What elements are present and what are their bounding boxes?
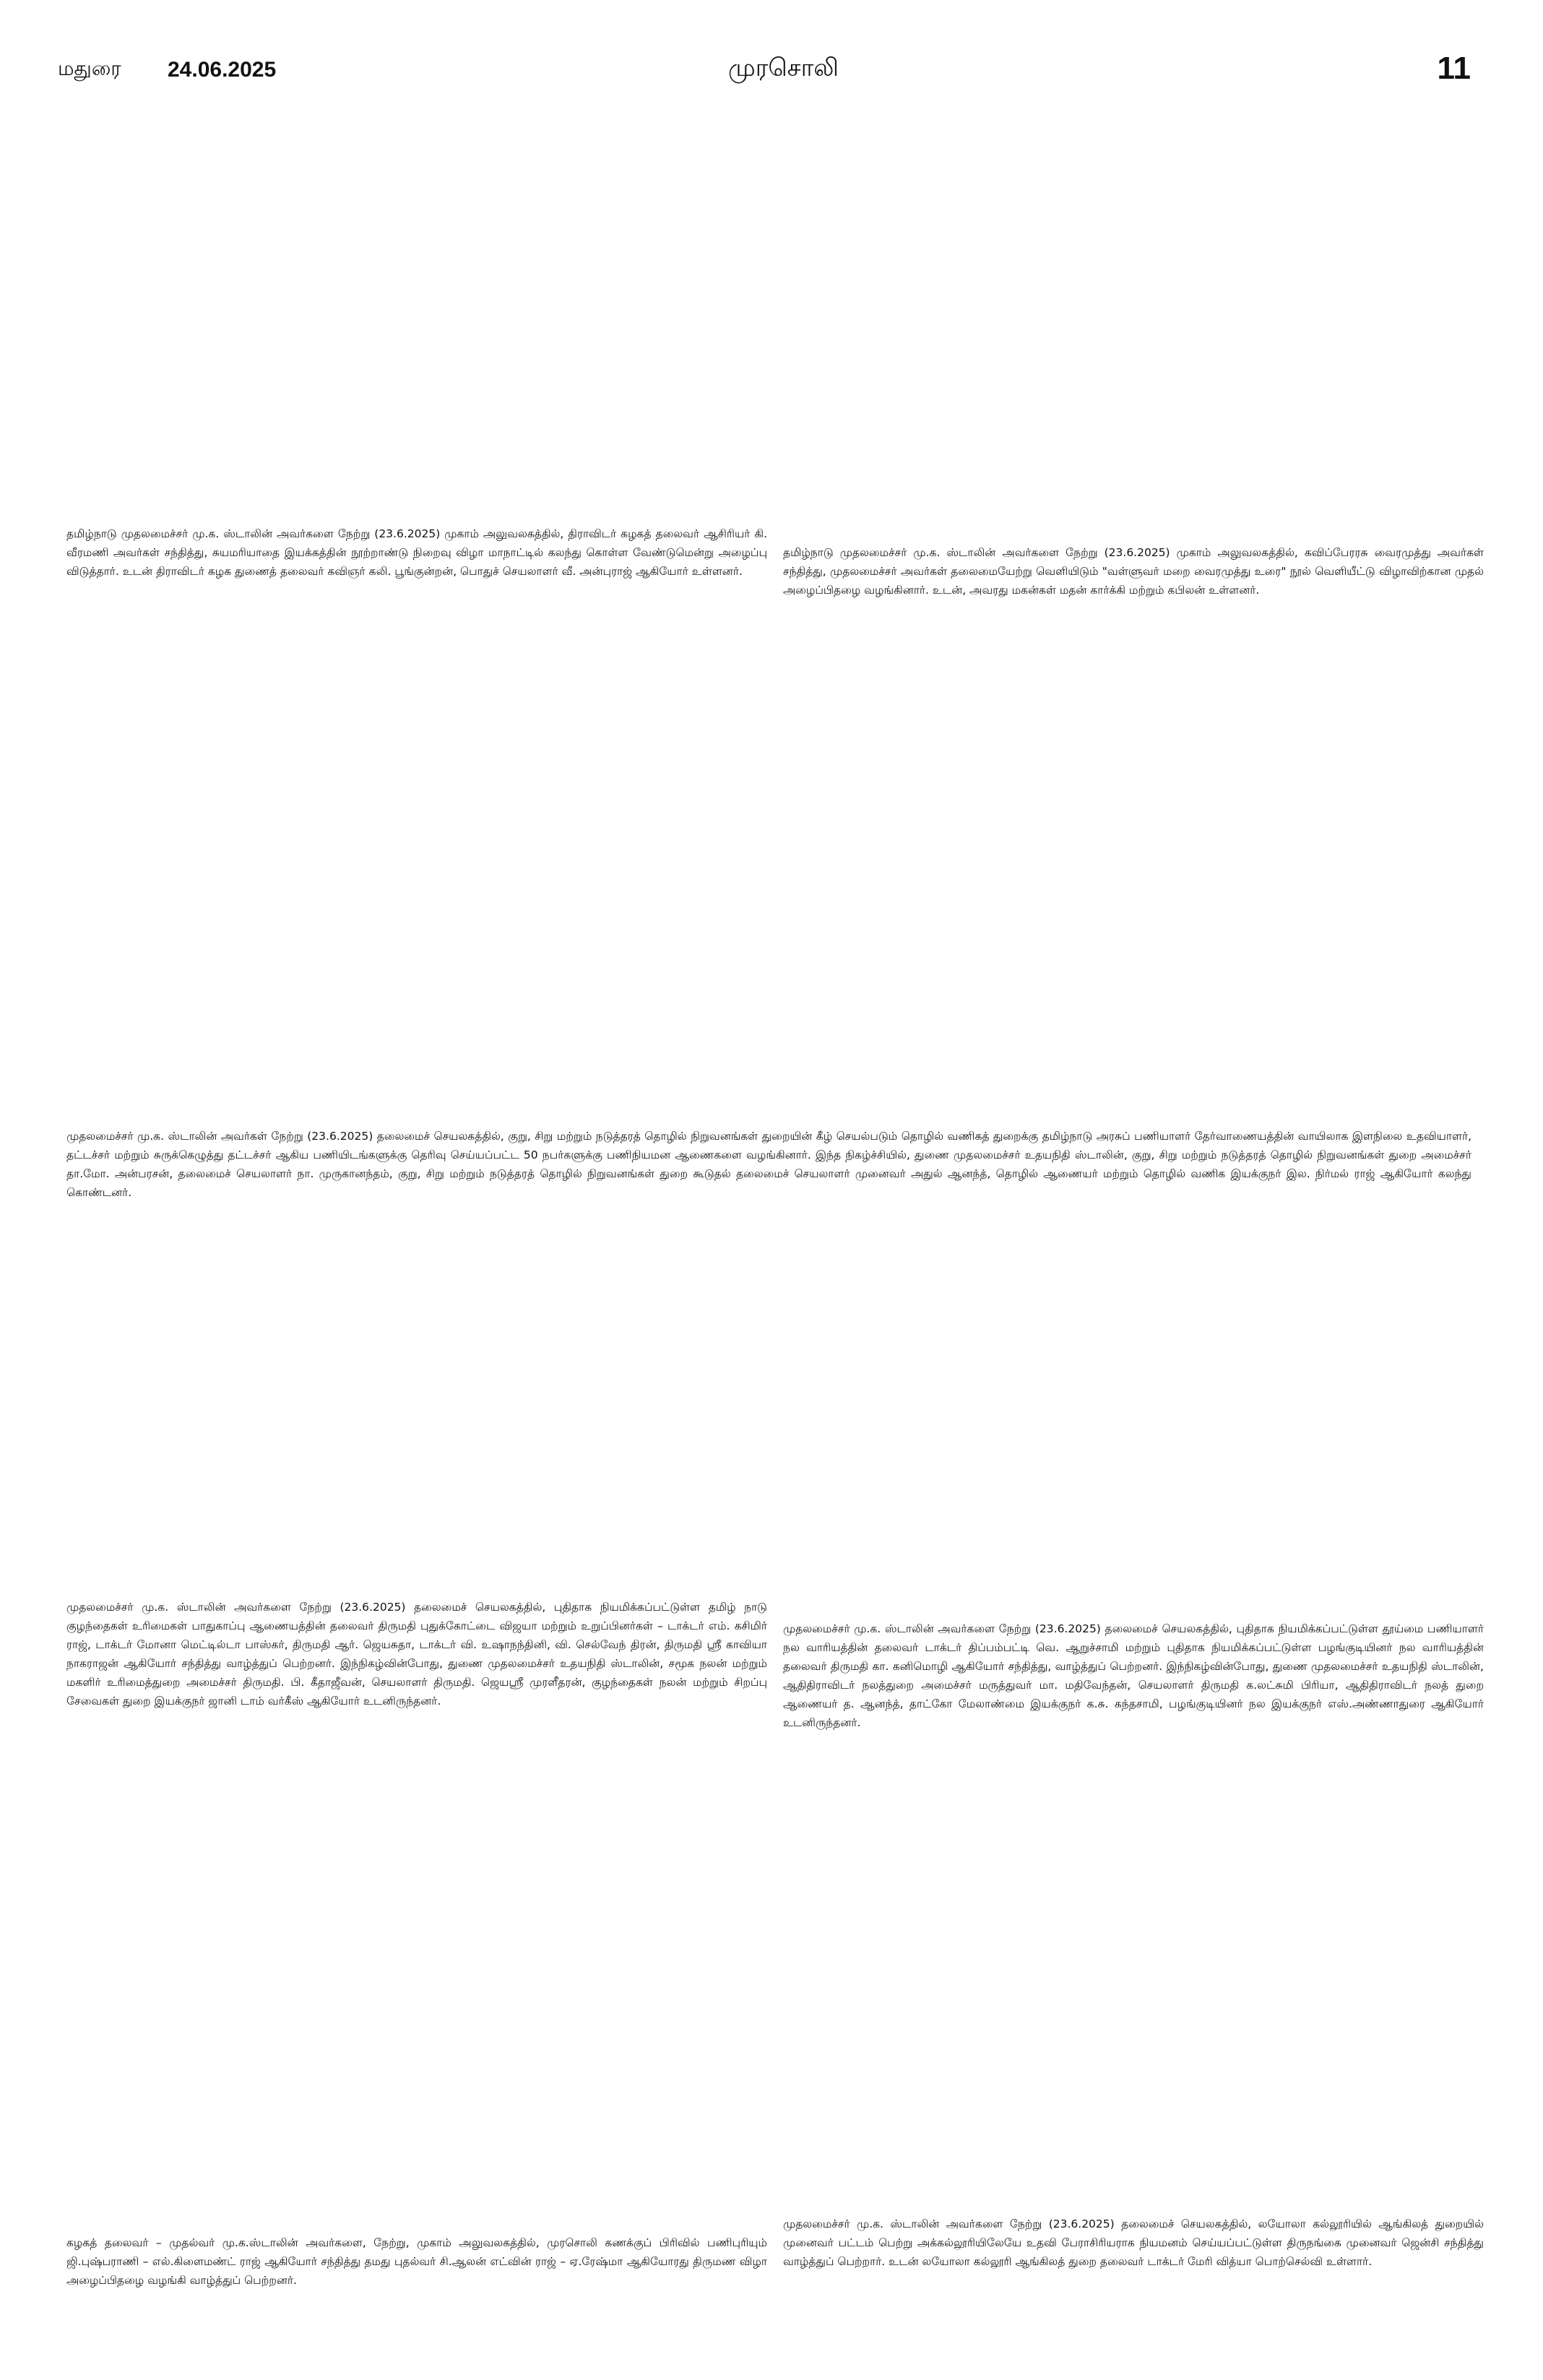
photo-caption-child-rights-commission: முதலமைச்சர் மு.க. ஸ்டாலின் அவர்களை நேற்று (23.6.2025) தலைமைச் செயலகத்தில், புதிதாக நியமிக்கப்பட்டுள்ள தமிழ் நாடு குழந்தைகள் உரிமைகள் பாதுகாப்பு ஆணையத்தின் தலைவர் திருமதி புதுக்கோட்டை விஜயா மற்றும் உறுப்பினர்கள் – டாக்டர் எம். கசிமிர் ராஜ், டாக்டர் மோனா மெட்டில்டா பாஸ்கர், திருமதி ஆர். ஜெயசுதா, டாக்டர் வி. உஷாநந்தினி, வி. செல்வேந் திரன், திருமதி ஸ்ரீ காவியா நாகராஜன் ஆகியோர் சந்தித்து வாழ்த்துப் பெற்றனர். இந்நிகழ்வின்போது, துணை முதலமைச்சர் உதயநிதி ஸ்டாலின், சமூக நலன் மற்றும் மகளிர் உரிமைத்துறை அமைச்சர் திருமதி. பி. கீதாஜீவன், செயலாளர் திருமதி. ஜெயஸ்ரீ முரளீதரன், குழந்தைகள் நலன் மற்றும் சிறப்பு சேவைகள் துறை இயக்குநர் ஜானி டாம் வர்கீஸ் ஆகியோர் உடனிருந்தனர். [66,1601,767,1708]
page-header [0,0,1543,108]
photo-caption-veeramani: தமிழ்நாடு முதலமைச்சர் மு.க. ஸ்டாலின் அவர்களை நேற்று (23.6.2025) முகாம் அலுவலகத்தில், திராவிடர் கழகத் தலைவர் ஆசிரியர் கி. வீரமணி அவர்கள் சந்தித்து, சுயமரியாதை இயக்கத்தின் நூற்றாண்டு நிறைவு விழா மாநாட்டில் கலந்து கொள்ள வேண்டுமென்று அழைப்பு விடுத்தார். உடன் திராவிடர் கழக துணைத் தலைவர் கவிஞர் கலி. பூங்குன்றன், பொதுச் செயலாளர் வீ. அன்புராஜ் ஆகியோர் உள்ளனர். [66,527,767,578]
photo-caption-vairamuthu: தமிழ்நாடு முதலமைச்சர் மு.க. ஸ்டாலின் அவர்களை நேற்று (23.6.2025) முகாம் அலுவலகத்தில், கவிப்பேரரசு வைரமுத்து அவர்கள் சந்தித்து, முதலமைச்சர் அவர்கள் தலைமையேற்று வெளியிடும் "வள்ளுவர் மறை வைரமுத்து உரை" நூல் வெளியீட்டு விழாவிற்கான முதல் அழைப்பிதழை வழங்கினார். உடன், அவரது மகன்கள் மதன் கார்க்கி மற்றும் கபிலன் உள்ளனர். [783,546,1484,597]
edition-date: 24.06.2025 [168,58,277,82]
page-number: 11 [1437,51,1471,86]
photo-caption-loyola-professor: முதலமைச்சர் மு.க. ஸ்டாலின் அவர்களை நேற்று (23.6.2025) தலைமைச் செயலகத்தில், லயோலா கல்லூரியில் ஆங்கிலத் துறையில் முனைவர் பட்டம் பெற்று அக்கல்லூரியிலேயே உதவி பேராசிரியராக நியமனம் செய்யப்பட்டுள்ள திருநங்கை முனைவர் ஜென்சி சந்தித்து வாழ்த்துப் பெற்றார். உடன் லயோலா கல்லூரி ஆங்கிலத் துறை தலைவர் டாக்டர் மேரி வித்யா பொற்செல்வி உள்ளார். [783,2217,1484,2268]
edition-city: மதுரை [58,56,121,80]
photo-caption-appointment-orders: முதலமைச்சர் மு.க. ஸ்டாலின் அவர்கள் நேற்று (23.6.2025) தலைமைச் செயலகத்தில், குறு, சிறு மற்றும் நடுத்தரத் தொழில் நிறுவனங்கள் துறையின் கீழ் செயல்படும் தொழில் வணிகத் துறைக்கு தமிழ்நாடு அரசுப் பணியாளர் தேர்வாணையத்தின் வாயிலாக இளநிலை உதவியாளர், தட்டச்சர் மற்றும் சுருக்கெழுத்து தட்டச்சர் ஆகிய பணியிடங்களுக்கு தெரிவு செய்யப்பட்ட 50 நபர்களுக்கு பணிநியமன ஆணைகளை வழங்கினார். இந்த நிகழ்ச்சியில், துணை முதலமைச்சர் உதயநிதி ஸ்டாலின், குறு, சிறு மற்றும் நடுத்தரத் தொழில் நிறுவனங்கள் துறை அமைச்சர் தா.மோ. அன்பரசன், தலைமைச் செயலாளர் நா. முருகானந்தம், குறு, சிறு மற்றும் நடுத்தரத் தொழில் நிறுவனங்கள் துறை கூடுதல் தலைமைச் செயலாளர் முனைவர் அதுல் ஆனந்த், தொழில் ஆணையர் மற்றும் தொழில் வணிக இயக்குநர் இல. நிர்மல் ராஜ் ஆகியோர் கலந்து கொண்டனர். [66,1130,1471,1199]
photo-caption-welfare-boards: முதலமைச்சர் மு.க. ஸ்டாலின் அவர்களை நேற்று (23.6.2025) தலைமைச் செயலகத்தில், புதிதாக நியமிக்கப்பட்டுள்ள தூய்மை பணியாளர் நல வாரியத்தின் தலைவர் டாக்டர் திப்பம்பட்டி வெ. ஆறுச்சாமி மற்றும் புதிதாக நியமிக்கப்பட்டுள்ள பழங்குடியினர் நல வாரியத்தின் தலைவர் திருமதி கா. கனிமொழி ஆகியோர் சந்தித்து, வாழ்த்துப் பெற்றனர். இந்நிகழ்வின்போது, துணை முதலமைச்சர் உதயநிதி ஸ்டாலின், ஆதிதிராவிடர் நலத்துறை அமைச்சர் மருத்துவர் மா. மதிவேந்தன், செயலாளர் திருமதி க.லட்சுமி பிரியா, ஆதிதிராவிடர் நலத் துறை ஆணையர் த. ஆனந்த், தாட்கோ மேலாண்மை இயக்குநர் க.சு. கந்தசாமி, பழங்குடியினர் நல இயக்குநர் எஸ்.அண்ணாதுரை ஆகியோர் உடனிருந்தனர். [783,1622,1484,1729]
newspaper-name: முரசொலி [728,53,839,82]
photo-caption-wedding-invitation: கழகத் தலைவர் – முதல்வர் மு.க.ஸ்டாலின் அவர்களை, நேற்று, முகாம் அலுவலகத்தில், முரசொலி கணக்குப் பிரிவில் பணிபுரியும் ஜி.புஷ்பராணி – எல்.கிளைமண்ட் ராஜ் ஆகியோர் சந்தித்து தமது புதல்வர் சி.ஆலன் எட்வின் ராஜ் – ஏ.ரேஷ்மா ஆகியோரது திருமண விழா அழைப்பிதழை வழங்கி வாழ்த்துப் பெற்றனர். [66,2236,767,2287]
